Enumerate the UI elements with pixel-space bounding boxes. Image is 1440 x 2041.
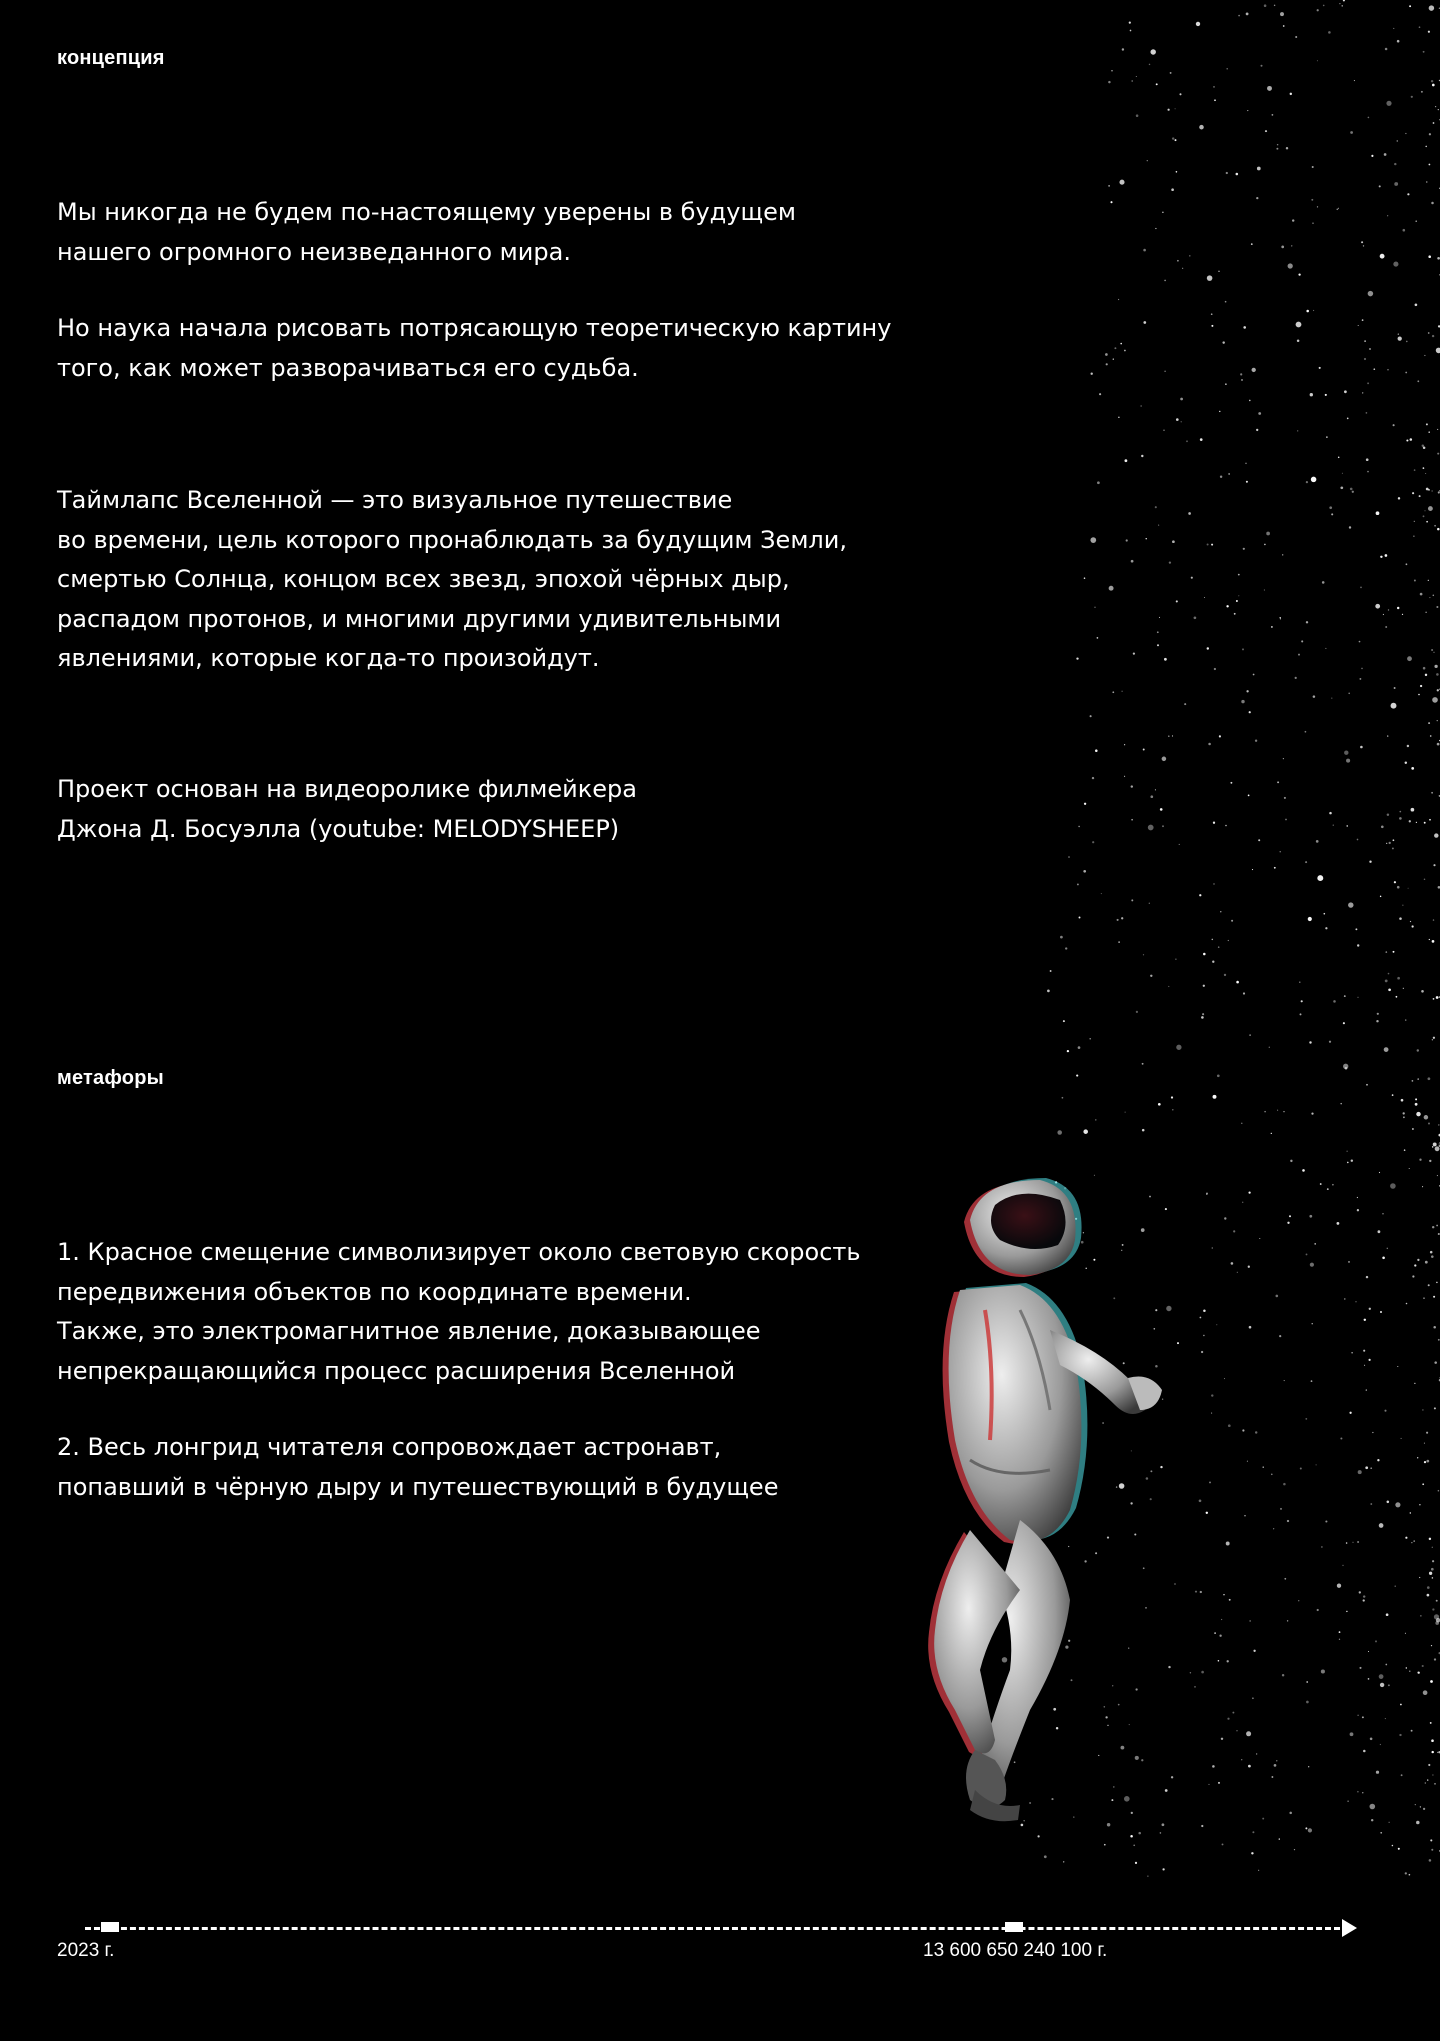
concept-paragraph-4	[57, 770, 637, 849]
metaphors-paragraph-1	[57, 1233, 861, 1391]
text-line: Проект основан на видеоролике филмейкера	[57, 775, 637, 803]
text-line: попавший в чёрную дыру и путешествующий в будущее	[57, 1472, 779, 1501]
text-line: распадом протонов, и многими другими удивительными	[57, 604, 782, 633]
text-line: Мы никогда не будем по-настоящему уверены в будущем	[57, 198, 796, 226]
text-line: смертью Солнца, концом всех звезд, эпохой чёрных дыр,	[57, 565, 790, 593]
timeline-end-label: 13 600 650 240 100 г.	[923, 1940, 1108, 1961]
text-line: нашего огромного неизведанного мира.	[57, 237, 571, 266]
text-line: 1. Красное смещение символизирует около световую скорость	[57, 1238, 861, 1266]
concept-paragraph-2	[57, 309, 891, 388]
arrow-right-icon	[1342, 1919, 1357, 1937]
text-line: передвижения объектов по координате времени.	[57, 1277, 692, 1306]
timeline-start-label: 2023 г.	[57, 1940, 115, 1961]
timeline-marker-current[interactable]	[1005, 1922, 1023, 1932]
text-line: во времени, цель которого пронаблюдать за будущим Земли,	[57, 525, 847, 554]
section-heading-metaphors: метафоры	[57, 1067, 164, 1089]
text-line: того, как может разворачиваться его судьба.	[57, 353, 639, 382]
concept-paragraph-1	[57, 193, 796, 272]
text-line: Также, это электромагнитное явление, доказывающее	[57, 1317, 761, 1345]
concept-paragraph-3	[57, 481, 847, 679]
text-line: Но наука начала рисовать потрясающую теоретическую картину	[57, 314, 892, 342]
metaphors-paragraph-2	[57, 1428, 778, 1507]
astronaut-illustration	[900, 1110, 1260, 1860]
section-heading-concept: концепция	[57, 47, 165, 69]
text-line: Таймлапс Вселенной — это визуальное путешествие	[57, 486, 733, 514]
text-line: явлениями, которые когда-то произойдут.	[57, 644, 600, 672]
timeline-marker-start[interactable]	[101, 1922, 119, 1932]
timeline-track	[85, 1927, 1340, 1930]
text-line: 2. Весь лонгрид читателя сопровождает астронавт,	[57, 1433, 722, 1461]
text-line: непрекращающийся процесс расширения Вселенной	[57, 1356, 736, 1385]
text-line: Джона Д. Босуэлла (youtube: MELODYSHEEP)	[57, 814, 620, 843]
